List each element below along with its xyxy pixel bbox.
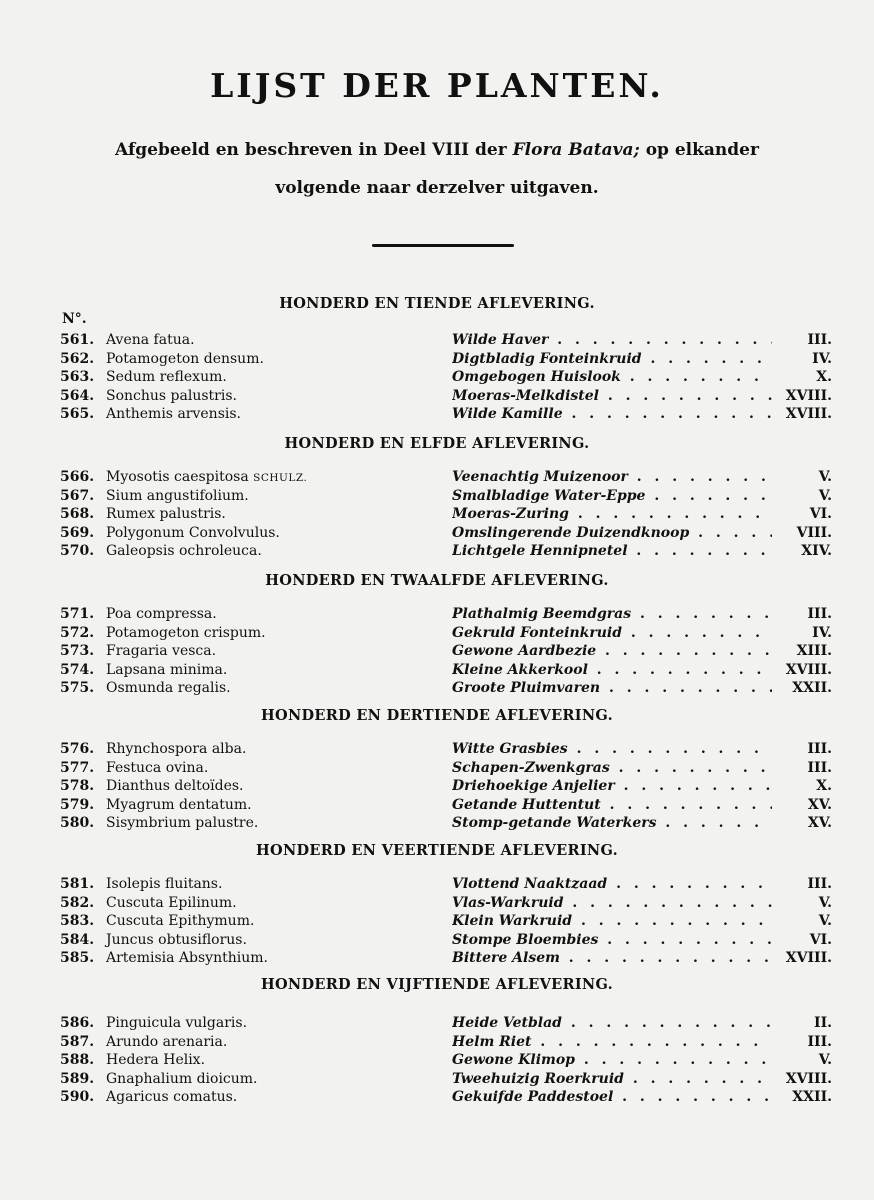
plant-entry <box>0 642 874 660</box>
entry-number: 576. <box>60 741 95 757</box>
dutch-name: Stomp-getande Waterkers . . . <box>452 814 772 832</box>
latin-name: Rumex palustris. <box>106 506 226 522</box>
entry-number: 588. <box>60 1052 95 1068</box>
entry-number: 570. <box>60 543 95 559</box>
latin-name-wrap <box>106 642 216 660</box>
latin-name-wrap <box>106 350 264 368</box>
latin-name: Anthemis arvensis. <box>106 406 241 422</box>
plate-number: XVIII. <box>785 1070 832 1087</box>
dutch-name: Smalbladige Water-Eppe . . . <box>452 487 772 505</box>
latin-name: Myosotis caespitosa <box>106 469 254 485</box>
latin-name-wrap <box>106 468 307 487</box>
dutch-name: Moeras-Zuring . . . <box>452 505 772 523</box>
dutch-name: Plathalmig Beemdgras . . . <box>452 605 772 623</box>
entry-number: 564. <box>60 387 95 404</box>
plate-number: XVIII. <box>785 950 832 966</box>
plant-entry <box>0 875 874 893</box>
plant-entry <box>0 949 874 967</box>
latin-name-wrap <box>106 740 246 758</box>
latin-name: Pinguicula vulgaris. <box>106 1015 248 1031</box>
latin-name: Polygonum Convolvulus. <box>106 524 280 541</box>
dutch-name: Bittere Alsem . . . <box>452 949 772 967</box>
latin-name: Fragaria vesca. <box>106 643 217 659</box>
dutch-name: Wilde Kamille . . . <box>452 405 772 423</box>
subtitle-text-end: op elkander <box>639 140 759 160</box>
plant-entry <box>0 368 874 386</box>
dutch-name: Tweehuizig Roerkruid . . . <box>452 1070 772 1088</box>
plant-entry <box>0 405 874 423</box>
latin-name: Juncus obtusiflorus. <box>106 931 247 948</box>
dutch-name: Gekruld Fonteinkruid . . . <box>452 624 772 642</box>
dutch-name: Schapen-Zwenkgras . . . <box>452 759 772 777</box>
plate-number: XV. <box>807 796 832 813</box>
latin-name-wrap <box>106 368 227 386</box>
entry-number: 582. <box>60 894 95 911</box>
plant-entry <box>0 912 874 930</box>
entry-number: 565. <box>60 406 95 422</box>
section-heading: HONDERD EN TWAALFDE AFLEVERING. <box>265 572 609 589</box>
plate-number: III. <box>807 741 832 757</box>
plate-number: XXII. <box>792 1089 832 1105</box>
latin-name-wrap <box>106 331 195 349</box>
plate-number: XVIII. <box>785 387 832 404</box>
plate-number: XV. <box>807 815 832 831</box>
entry-number: 589. <box>60 1070 95 1087</box>
latin-name: Cuscuta Epilinum. <box>106 894 237 911</box>
entry-number: 571. <box>60 606 95 622</box>
dutch-name: Moeras-Melkdistel . . . <box>452 387 772 405</box>
plant-entry <box>0 468 874 486</box>
latin-name-wrap <box>106 814 258 832</box>
author-abbrev: SCHULZ. <box>253 472 308 484</box>
plate-number: VI. <box>809 931 832 948</box>
dutch-name: Gekuifde Paddestoel . . . <box>452 1088 772 1106</box>
entry-number: 584. <box>60 931 95 948</box>
latin-name-wrap <box>106 931 247 949</box>
plant-entry <box>0 624 874 642</box>
plate-number: V. <box>818 469 832 485</box>
latin-name-wrap <box>106 487 249 505</box>
latin-name-wrap <box>106 912 254 930</box>
dutch-name: Heide Vetblad . . . <box>452 1014 772 1032</box>
dutch-name: Vlottend Naaktzaad . . . <box>452 875 772 893</box>
plate-number: IV. <box>812 624 832 641</box>
dutch-name: Wilde Haver . . . <box>452 331 772 349</box>
latin-name-wrap <box>106 505 226 523</box>
latin-name: Rhynchospora alba. <box>106 741 247 757</box>
dutch-name: Driehoekige Anjelier . . . <box>452 777 772 795</box>
latin-name-wrap <box>106 1014 247 1032</box>
entry-number: 568. <box>60 506 95 522</box>
latin-name: Artemisia Absynthium. <box>106 950 268 966</box>
latin-name-wrap <box>106 542 262 560</box>
plate-number: III. <box>807 876 832 892</box>
entry-number: 577. <box>60 759 95 776</box>
plate-number: V. <box>818 1052 832 1068</box>
dutch-name: Stompe Bloembies . . . <box>452 931 772 949</box>
entry-number: 573. <box>60 643 95 659</box>
dutch-name: Omgebogen Huislook . . . <box>452 368 772 386</box>
dutch-name: Veenachtig Muizenoor . . . <box>452 468 772 486</box>
latin-name-wrap <box>106 759 208 777</box>
entry-number: 578. <box>60 778 95 794</box>
latin-name-wrap <box>106 1088 237 1106</box>
latin-name: Agaricus comatus. <box>106 1089 238 1105</box>
entry-number: 585. <box>60 950 95 966</box>
dutch-name: Gewone Klimop . . . <box>452 1051 772 1069</box>
plate-number: X. <box>816 369 832 385</box>
plate-number: XVIII. <box>785 406 832 422</box>
dutch-name: Groote Pluimvaren . . . <box>452 679 772 697</box>
dutch-name: Kleine Akkerkool . . . <box>452 661 772 679</box>
latin-name: Sium angustifolium. <box>106 487 249 504</box>
plate-number: III. <box>807 332 832 348</box>
plant-entry <box>0 814 874 832</box>
number-column-label: N°. <box>62 311 87 327</box>
entry-number: 563. <box>60 369 95 385</box>
latin-name: Poa compressa. <box>106 606 217 622</box>
entry-number: 583. <box>60 913 95 929</box>
plant-entry <box>0 487 874 505</box>
plate-number: III. <box>807 759 832 776</box>
entry-number: 569. <box>60 524 95 541</box>
latin-name-wrap <box>106 777 244 795</box>
entry-number: 590. <box>60 1089 95 1105</box>
latin-name-wrap <box>106 624 266 642</box>
plant-entry <box>0 1070 874 1088</box>
dutch-name: Gewone Aardbezie . . . <box>452 642 772 660</box>
latin-name-wrap <box>106 1070 258 1088</box>
subtitle-line-2: volgende naar derzelver uitgaven. <box>275 178 599 198</box>
plate-number: V. <box>818 913 832 929</box>
plant-entry <box>0 796 874 814</box>
latin-name-wrap <box>106 1033 227 1051</box>
subtitle-text: Afgebeeld en beschreven in Deel VIII der <box>115 140 513 160</box>
latin-name: Osmunda regalis. <box>106 680 231 696</box>
dutch-name: Witte Grasbies . . . <box>452 740 772 758</box>
latin-name-wrap <box>106 387 237 405</box>
plate-number: V. <box>818 487 832 504</box>
subtitle-italic: Flora Batava; <box>512 140 640 160</box>
latin-name: Isolepis fluitans. <box>106 876 223 892</box>
entry-number: 579. <box>60 796 95 813</box>
entry-number: 567. <box>60 487 95 504</box>
plant-entry <box>0 387 874 405</box>
latin-name-wrap <box>106 1051 205 1069</box>
dutch-name: Digtbladig Fonteinkruid . . . <box>452 350 772 368</box>
latin-name: Hedera Helix. <box>106 1052 206 1068</box>
plate-number: XVIII. <box>785 661 832 678</box>
entry-number: 561. <box>60 332 95 348</box>
latin-name: Myagrum dentatum. <box>106 796 252 813</box>
plate-number: XXII. <box>792 680 832 696</box>
plant-entry <box>0 894 874 912</box>
plate-number: V. <box>818 894 832 911</box>
plant-entry <box>0 1033 874 1051</box>
plate-number: X. <box>816 778 832 794</box>
subtitle-line-1 <box>80 140 794 160</box>
latin-name: Avena fatua. <box>106 332 195 348</box>
plate-number: IV. <box>812 350 832 367</box>
plant-entry <box>0 759 874 777</box>
divider <box>372 244 514 247</box>
entry-number: 580. <box>60 815 95 831</box>
section-heading: HONDERD EN DERTIENDE AFLEVERING. <box>261 707 613 724</box>
plant-entry <box>0 605 874 623</box>
plant-entry <box>0 524 874 542</box>
plate-number: XIV. <box>801 543 832 559</box>
plant-entry <box>0 1051 874 1069</box>
entry-number: 566. <box>60 469 95 485</box>
latin-name: Potamogeton crispum. <box>106 624 266 641</box>
section-heading: HONDERD EN TIENDE AFLEVERING. <box>279 295 595 312</box>
section-heading: HONDERD EN VIJFTIENDE AFLEVERING. <box>261 976 613 993</box>
section-heading: HONDERD EN VEERTIENDE AFLEVERING. <box>256 842 618 859</box>
latin-name-wrap <box>106 524 280 542</box>
plant-entry <box>0 931 874 949</box>
section-heading: HONDERD EN ELFDE AFLEVERING. <box>284 435 590 452</box>
latin-name-wrap <box>106 894 237 912</box>
latin-name-wrap <box>106 661 227 679</box>
plate-number: VIII. <box>796 524 832 541</box>
entry-number: 587. <box>60 1033 95 1050</box>
dutch-name: Lichtgele Hennipnetel . . . <box>452 542 772 560</box>
plant-entry <box>0 350 874 368</box>
plate-number: XIII. <box>796 643 832 659</box>
entry-number: 581. <box>60 876 95 892</box>
entry-number: 562. <box>60 350 95 367</box>
plate-number: VI. <box>809 506 832 522</box>
latin-name-wrap <box>106 875 222 893</box>
latin-name: Gnaphalium dioicum. <box>106 1070 258 1087</box>
entry-number: 575. <box>60 680 95 696</box>
latin-name-wrap <box>106 679 231 697</box>
latin-name: Sisymbrium palustre. <box>106 815 259 831</box>
page-title: LIJST DER PLANTEN. <box>210 66 664 105</box>
latin-name: Sedum reflexum. <box>106 369 227 385</box>
latin-name-wrap <box>106 796 252 814</box>
plant-entry <box>0 679 874 697</box>
latin-name: Galeopsis ochroleuca. <box>106 543 262 559</box>
dutch-name: Omslingerende Duizendknoop . . . <box>452 524 772 542</box>
dutch-name: Vlas-Warkruid . . . <box>452 894 772 912</box>
latin-name-wrap <box>106 605 217 623</box>
entry-number: 574. <box>60 661 95 678</box>
plate-number: III. <box>807 1033 832 1050</box>
plant-entry <box>0 542 874 560</box>
dutch-name: Klein Warkruid . . . <box>452 912 772 930</box>
plant-entry <box>0 1014 874 1032</box>
plant-entry <box>0 331 874 349</box>
dutch-name: Helm Riet . . . <box>452 1033 772 1051</box>
plant-entry <box>0 1088 874 1106</box>
latin-name-wrap <box>106 949 268 967</box>
latin-name: Sonchus palustris. <box>106 387 237 404</box>
latin-name-wrap <box>106 405 241 423</box>
plant-entry <box>0 505 874 523</box>
plant-entry <box>0 740 874 758</box>
latin-name: Lapsana minima. <box>106 661 228 678</box>
dutch-name: Getande Huttentut . . . <box>452 796 772 814</box>
latin-name: Arundo arenaria. <box>106 1033 228 1050</box>
entry-number: 586. <box>60 1015 95 1031</box>
entry-number: 572. <box>60 624 95 641</box>
plate-number: II. <box>814 1015 832 1031</box>
plate-number: III. <box>807 606 832 622</box>
latin-name: Potamogeton densum. <box>106 350 264 367</box>
plant-entry <box>0 777 874 795</box>
latin-name: Cuscuta Epithymum. <box>106 913 255 929</box>
latin-name: Festuca ovina. <box>106 759 209 776</box>
latin-name: Dianthus deltoïdes. <box>106 778 244 794</box>
plant-entry <box>0 661 874 679</box>
